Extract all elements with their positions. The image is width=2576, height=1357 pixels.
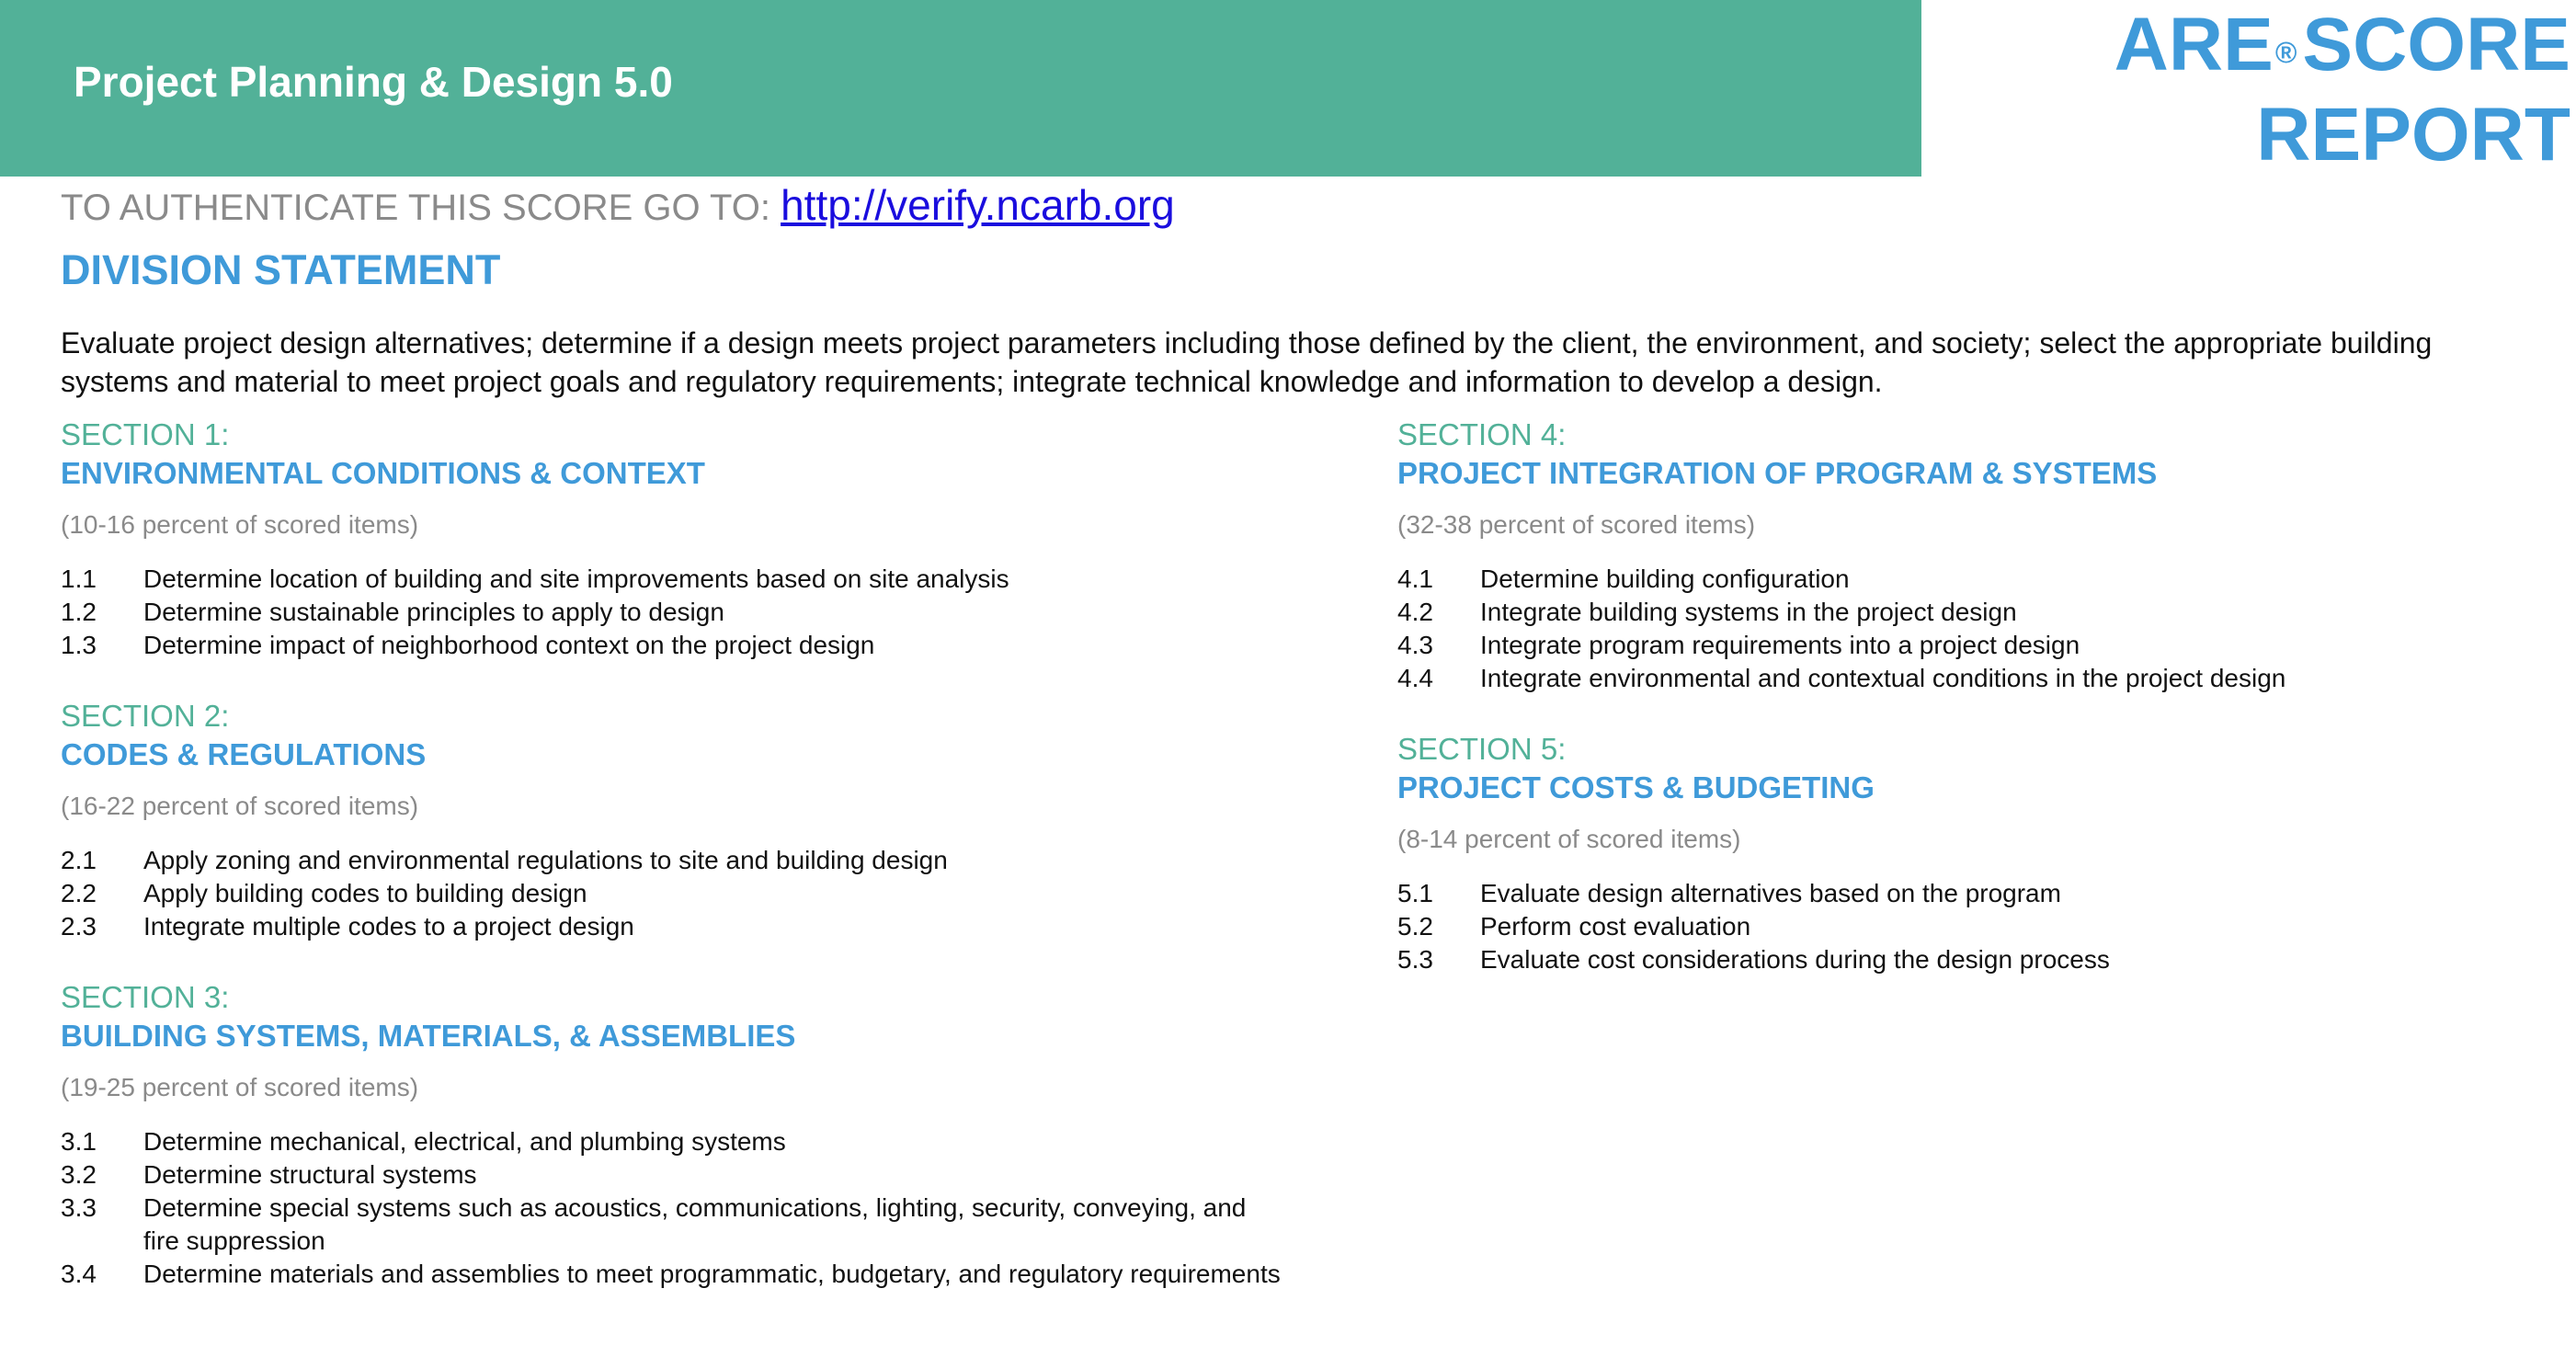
item-text: Integrate multiple codes to a project design: [143, 912, 634, 941]
item-code: 3.4: [61, 1260, 97, 1288]
left-column: [61, 416, 1283, 1291]
section-gap: [1397, 695, 2576, 730]
exam-title: Project Planning & Design 5.0: [74, 58, 673, 106]
item-text: Perform cost evaluation: [1480, 912, 1751, 941]
registered-mark: ®: [2274, 36, 2297, 69]
list-item: [61, 877, 1283, 910]
report-title: [1927, 0, 2570, 180]
section-gap: [61, 943, 1283, 978]
item-text: Determine materials and assemblies to meet programmatic, budgetary, and regulatory requirements: [143, 1260, 1281, 1288]
list-item: [1397, 629, 2576, 662]
section-items: [61, 844, 1283, 943]
report-title-line-2: REPORT: [2256, 93, 2570, 177]
section-weight: (16-22 percent of scored items): [61, 792, 419, 820]
item-text: Determine location of building and site improvements based on site analysis: [143, 564, 1009, 593]
item-code: 4.2: [1397, 598, 1433, 626]
item-text: Evaluate cost considerations during the design process: [1480, 945, 2110, 974]
item-code: 5.1: [1397, 879, 1433, 907]
right-column: [1397, 416, 2576, 976]
item-text: Determine structural systems: [143, 1160, 477, 1189]
list-item: [61, 629, 1283, 662]
list-item: [1397, 563, 2576, 596]
list-item: [61, 1192, 1283, 1258]
list-item: [61, 1125, 1283, 1158]
report-title-score: SCORE: [2302, 3, 2570, 86]
section-2: [61, 697, 1283, 943]
item-code: 5.3: [1397, 945, 1433, 974]
list-item: [61, 1258, 1283, 1291]
item-code: 4.4: [1397, 664, 1433, 692]
section-name: PROJECT COSTS & BUDGETING: [1397, 770, 1875, 804]
item-text: Apply building codes to building design: [143, 879, 587, 907]
item-text: Integrate environmental and contextual conditions in the project design: [1480, 664, 2286, 692]
item-code: 1.2: [61, 598, 97, 626]
item-text: Apply zoning and environmental regulations to site and building design: [143, 846, 948, 874]
section-number: SECTION 3:: [61, 980, 230, 1014]
section-3: [61, 978, 1283, 1291]
item-text: Determine special systems such as acoustics, communications, lighting, security, conveying, and fire suppression: [143, 1193, 1247, 1255]
item-code: 2.3: [61, 912, 97, 941]
authentication-line: [61, 180, 1175, 230]
section-name: CODES & REGULATIONS: [61, 737, 427, 771]
item-text: Determine impact of neighborhood context on the project design: [143, 631, 875, 659]
section-1: [61, 416, 1283, 662]
section-items: [1397, 877, 2576, 976]
item-text: Determine mechanical, electrical, and plumbing systems: [143, 1127, 786, 1156]
section-name: ENVIRONMENTAL CONDITIONS & CONTEXT: [61, 456, 705, 490]
item-code: 3.1: [61, 1127, 97, 1156]
item-code: 2.1: [61, 846, 97, 874]
header-band: [0, 0, 1921, 177]
list-item: [1397, 662, 2576, 695]
list-item: [61, 596, 1283, 629]
item-text: Determine building configuration: [1480, 564, 1850, 593]
item-text: Evaluate design alternatives based on the program: [1480, 879, 2061, 907]
item-code: 3.2: [61, 1160, 97, 1189]
list-item: [1397, 877, 2576, 910]
item-code: 4.1: [1397, 564, 1433, 593]
report-title-are: ARE: [2114, 3, 2274, 86]
item-code: 1.3: [61, 631, 97, 659]
section-5: [1397, 730, 2576, 976]
list-item: [61, 844, 1283, 877]
section-gap: [61, 662, 1283, 697]
item-code: 4.3: [1397, 631, 1433, 659]
section-weight: (8-14 percent of scored items): [1397, 825, 1741, 853]
division-heading: DIVISION STATEMENT: [61, 246, 501, 293]
section-number: SECTION 5:: [1397, 732, 1567, 766]
item-code: 2.2: [61, 879, 97, 907]
section-items: [1397, 563, 2576, 695]
division-statement: Evaluate project design alternatives; determine if a design meets project parameters including those defined by the client, the environment, and society; select the appropriate building systems and material to meet project goals and regulatory requirements; integrate technical knowledge and information to develop a design.: [61, 326, 2433, 398]
section-weight: (10-16 percent of scored items): [61, 510, 419, 539]
section-weight: (32-38 percent of scored items): [1397, 510, 1756, 539]
section-name: BUILDING SYSTEMS, MATERIALS, & ASSEMBLIES: [61, 1019, 796, 1053]
authentication-label: TO AUTHENTICATE THIS SCORE GO TO:: [61, 188, 781, 228]
item-code: 5.2: [1397, 912, 1433, 941]
section-number: SECTION 4:: [1397, 417, 1567, 451]
item-text: Integrate program requirements into a project design: [1480, 631, 2080, 659]
verify-link[interactable]: http://verify.ncarb.org: [781, 181, 1175, 229]
list-item: [61, 563, 1283, 596]
list-item: [1397, 943, 2576, 976]
report-title-line-1: [1927, 0, 2570, 90]
item-text: Determine sustainable principles to apply to design: [143, 598, 724, 626]
section-number: SECTION 1:: [61, 417, 230, 451]
item-code: 1.1: [61, 564, 97, 593]
section-weight: (19-25 percent of scored items): [61, 1073, 419, 1101]
list-item: [61, 1158, 1283, 1192]
section-4: [1397, 416, 2576, 695]
item-text: Integrate building systems in the project design: [1480, 598, 2017, 626]
section-number: SECTION 2:: [61, 699, 230, 733]
section-items: [61, 1125, 1283, 1291]
list-item: [1397, 910, 2576, 943]
item-code: 3.3: [61, 1193, 97, 1222]
section-name: PROJECT INTEGRATION OF PROGRAM & SYSTEMS: [1397, 456, 2158, 490]
list-item: [61, 910, 1283, 943]
section-items: [61, 563, 1283, 662]
list-item: [1397, 596, 2576, 629]
